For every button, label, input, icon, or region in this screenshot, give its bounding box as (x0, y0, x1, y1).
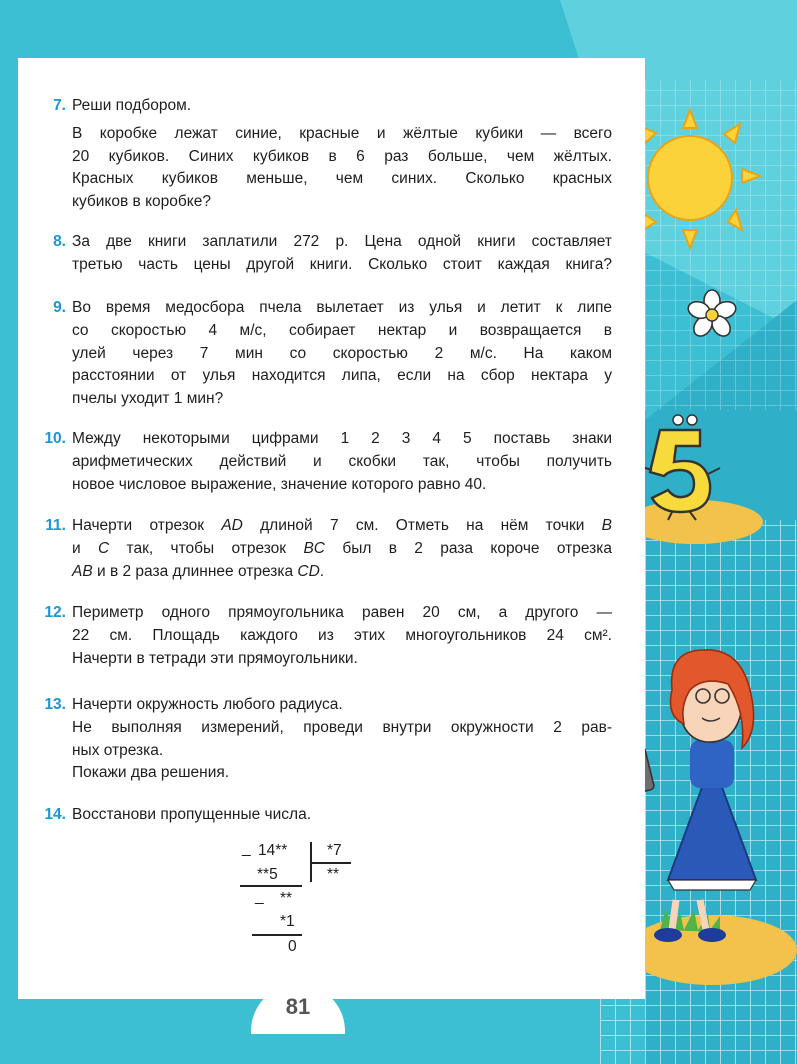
task-heading: Начерти окружность любого радиуса. (72, 696, 343, 713)
task-text-line: Начерти в тетради эти прямоугольники. (72, 649, 358, 667)
task-text-line: и C так, чтобы отрезок BC был в 2 раза короче отрезка (72, 539, 612, 557)
task-text-line: Покажи два решения. (72, 764, 230, 782)
task-text-line: 20 кубиков. Синих кубиков в 6 раз больше, чем жёлтых. (72, 147, 612, 165)
task-11 (45, 515, 612, 583)
task-13 (44, 694, 612, 785)
task-text-line: улей через 7 мин со скоростью 2 м/с. На каком (72, 344, 612, 362)
task-text-line: расстоянии от улья находится липа, если на сбор нектара у (72, 367, 612, 385)
task-text-line: со скоростью 4 м/с, собирает нектар и возвращается в (72, 321, 612, 339)
task-number: 8. (53, 233, 66, 250)
task-text-line: В коробке лежат синие, красные и жёлтые кубики — всего (72, 124, 612, 142)
task-number: 12. (44, 604, 66, 621)
task-12 (44, 602, 612, 670)
remainder-step: ** (280, 890, 293, 907)
long-division (230, 842, 360, 962)
task-text-line: AB и в 2 раза длиннее отрезка CD. (72, 562, 325, 580)
task-number: 14. (44, 806, 66, 823)
remainder: 0 (288, 938, 297, 955)
task-text-line: Между некоторыми цифрами 1 2 3 4 5 поставь знаки (72, 430, 612, 447)
minus-sign: _ (242, 840, 251, 857)
task-8 (53, 231, 612, 277)
task-text-line: новое числовое выражение, значение которого равно 40. (72, 475, 487, 493)
task-9 (53, 297, 612, 411)
task-heading: Восстанови пропущенные числа. (72, 806, 312, 823)
task-text-line: 22 см. Площадь каждого из этих многоугольников 24 см². (72, 626, 612, 644)
task-text-line: арифметических действий и скобки так, чтобы получить (72, 452, 612, 470)
task-heading: Реши подбором. (72, 97, 192, 114)
task-text-line: кубиков в коробке? (72, 193, 211, 211)
task-text-line: За две книги заплатили 272 р. Цена одной книги составляет (72, 233, 612, 250)
task-10 (44, 428, 612, 496)
task-7 (53, 95, 612, 214)
task-text-line: Красных кубиков меньше, чем синих. Сколько красных (72, 170, 612, 188)
task-number: 7. (53, 97, 66, 114)
task-text-line: пчелы уходит 1 мин? (72, 390, 224, 408)
dividend: 14** (258, 842, 288, 859)
task-text-line: Периметр одного прямоугольника равен 20 см, а другого — (72, 604, 612, 621)
subtrahend: **5 (257, 866, 278, 883)
minus-sign: _ (255, 888, 264, 905)
task-text-line: третью часть цены другой книги. Сколько стоит каждая книга? (72, 255, 612, 273)
task-text-line: ных отрезка. (72, 741, 164, 759)
subtrahend: *1 (280, 913, 295, 930)
task-number: 11. (45, 517, 66, 534)
task-14 (44, 804, 612, 827)
task-number: 9. (53, 299, 66, 316)
task-text-line: Во время медосбора пчела вылетает из улья и летит к липе (72, 299, 612, 316)
task-text-line: Начерти отрезок AD длиной 7 см. Отметь на нём точки B (72, 517, 612, 534)
task-number: 10. (44, 430, 66, 447)
task-text-line: Не выполняя измерений, проведи внутри окружности 2 рав- (72, 718, 612, 736)
task-number: 13. (44, 696, 66, 713)
page-number: 81 (285, 994, 311, 1019)
divisor: *7 (327, 842, 342, 859)
quotient: ** (327, 866, 340, 883)
